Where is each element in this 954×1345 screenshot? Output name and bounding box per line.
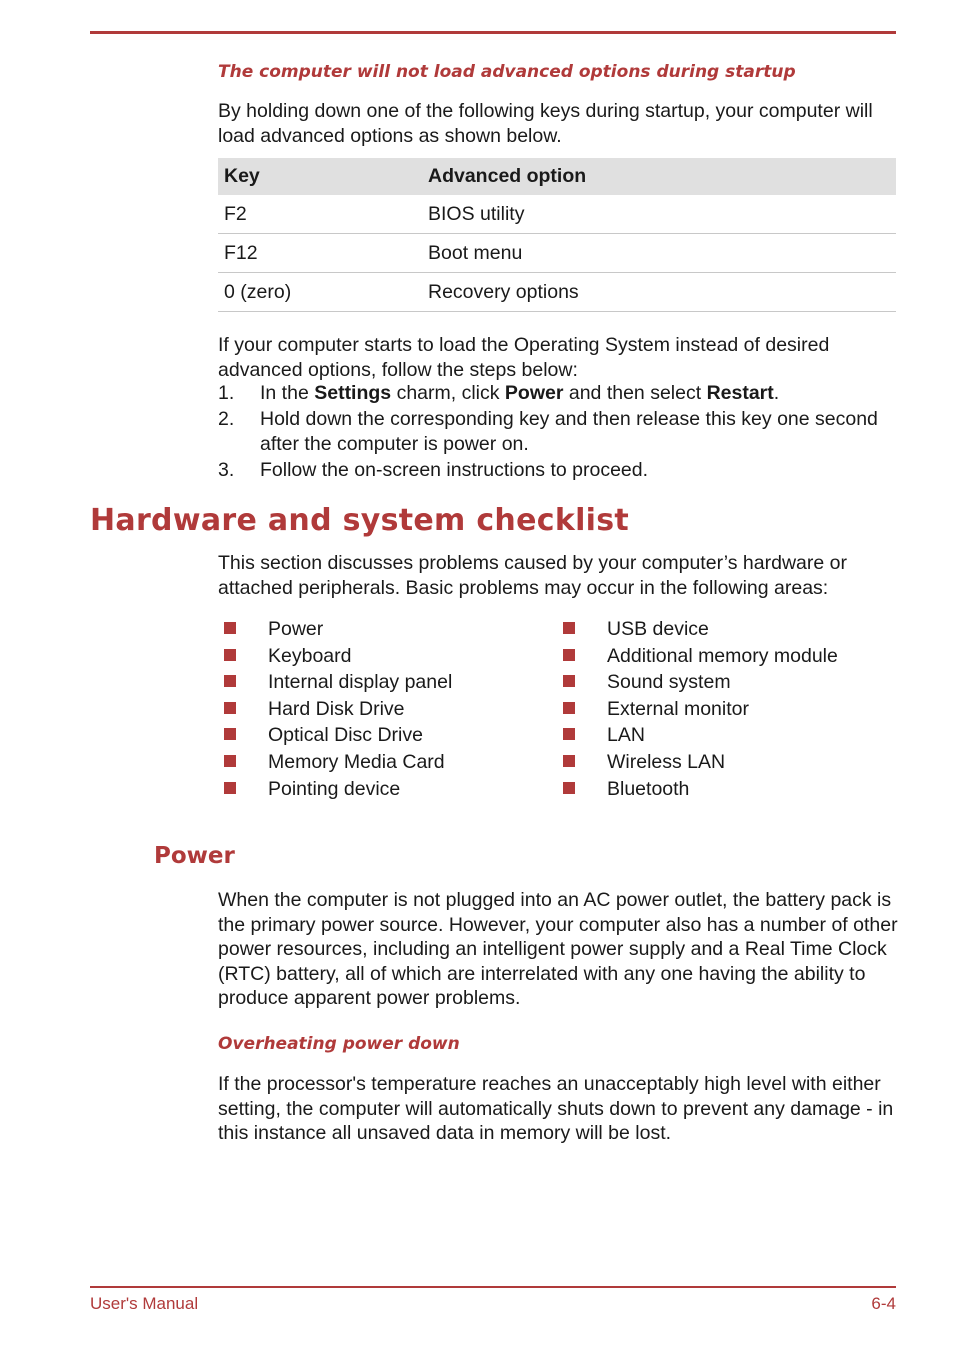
list-item-label: Pointing device	[268, 777, 401, 800]
table-cell-option: BIOS utility	[422, 195, 896, 234]
square-bullet-icon	[224, 675, 236, 687]
list-item-label: LAN	[607, 724, 645, 747]
square-bullet-icon	[563, 782, 575, 794]
header-rule	[90, 31, 896, 34]
table-cell-option: Boot menu	[422, 234, 896, 273]
list-item	[563, 749, 838, 776]
advanced-options-table	[218, 158, 896, 312]
startup-subheading: The computer will not load advanced options during startup	[218, 62, 796, 82]
list-item-label: USB device	[607, 618, 709, 640]
table-cell-key: F12	[218, 234, 422, 273]
list-item	[224, 749, 452, 776]
list-item	[224, 776, 452, 803]
square-bullet-icon	[224, 755, 236, 767]
step-emphasis: Power	[504, 382, 564, 404]
list-item	[563, 776, 838, 803]
step-text: Follow the on-screen instructions to proceed.	[260, 459, 649, 481]
table-row	[218, 234, 896, 273]
square-bullet-icon	[563, 622, 575, 634]
list-item-label: Power	[268, 618, 324, 640]
square-bullet-icon	[224, 782, 236, 794]
list-item	[563, 696, 838, 723]
list-item	[224, 696, 452, 723]
step-item	[218, 458, 878, 483]
square-bullet-icon	[224, 702, 236, 714]
square-bullet-icon	[224, 649, 236, 661]
list-item	[563, 616, 838, 643]
list-item-label: Bluetooth	[607, 777, 690, 800]
square-bullet-icon	[563, 675, 575, 687]
power-title: Power	[154, 843, 235, 869]
footer-rule	[90, 1286, 896, 1288]
step-number: 2.	[218, 408, 235, 430]
table-row	[218, 195, 896, 234]
square-bullet-icon	[563, 649, 575, 661]
overheat-subheading: Overheating power down	[218, 1034, 460, 1054]
list-item-label: Hard Disk Drive	[268, 697, 405, 720]
step-emphasis: Settings	[314, 382, 392, 404]
areas-list-right	[563, 616, 838, 802]
footer-manual-title: User's Manual	[90, 1294, 199, 1313]
step-text: charm, click	[391, 382, 505, 404]
list-item-label: Optical Disc Drive	[268, 724, 423, 747]
list-item	[563, 722, 838, 749]
square-bullet-icon	[563, 728, 575, 740]
list-item	[224, 616, 452, 643]
table-cell-option: Recovery options	[422, 273, 896, 312]
list-item	[563, 669, 838, 696]
list-item-label: Sound system	[607, 671, 731, 694]
list-item	[563, 643, 838, 670]
table-cell-key: 0 (zero)	[218, 273, 422, 312]
section-intro: This section discusses problems caused by your computer’s hardware or attached peripherals. Basic problems may occur in the following areas:	[218, 552, 847, 599]
step-text: In the	[260, 382, 315, 404]
step-emphasis: Restart	[706, 382, 774, 404]
list-item	[224, 722, 452, 749]
steps-intro: If your computer starts to load the Operating System instead of desired advanced options, follow the steps below:	[218, 334, 830, 381]
list-item-label: Memory Media Card	[268, 750, 445, 773]
table-cell-key: F2	[218, 195, 422, 234]
list-item	[224, 643, 452, 670]
list-item-label: Wireless LAN	[607, 750, 726, 773]
square-bullet-icon	[224, 728, 236, 740]
table-row	[218, 273, 896, 312]
table-header-row	[218, 158, 896, 195]
step-item	[218, 381, 878, 406]
list-item-label: Internal display panel	[268, 671, 453, 694]
square-bullet-icon	[563, 702, 575, 714]
square-bullet-icon	[563, 755, 575, 767]
list-item-label: Additional memory module	[607, 644, 838, 667]
step-number: 3.	[218, 459, 235, 481]
list-item-label: External monitor	[607, 697, 749, 720]
steps-list	[218, 381, 878, 484]
startup-intro: By holding down one of the following keys during startup, your computer will load advanced options as shown below.	[218, 100, 873, 147]
table-header-key: Key	[218, 158, 422, 195]
overheat-paragraph: If the processor's temperature reaches an unacceptably high level with either setting, the computer will automatically shuts down to prevent any damage - in this instance all unsaved data in memory will be lost.	[218, 1073, 894, 1144]
step-text: and then select	[563, 382, 707, 404]
step-text: .	[773, 382, 780, 404]
areas-list-left	[224, 616, 452, 802]
square-bullet-icon	[224, 622, 236, 634]
page-number: 6-4	[871, 1294, 896, 1313]
list-item	[224, 669, 452, 696]
step-item	[218, 407, 878, 457]
table-header-option: Advanced option	[422, 158, 896, 195]
step-text: Hold down the corresponding key and then release this key one second after the computer is power on.	[260, 408, 878, 455]
list-item-label: Keyboard	[268, 644, 352, 667]
power-paragraph: When the computer is not plugged into an AC power outlet, the battery pack is the primary power source. However, your computer also has a number of other power resources, including an intelligent power supply and a Real Time Clock (RTC) battery, all of which are interrelated with any one having the ability to produce apparent power problems.	[218, 889, 898, 1009]
step-number: 1.	[218, 382, 235, 404]
section-title: Hardware and system checklist	[90, 503, 630, 538]
